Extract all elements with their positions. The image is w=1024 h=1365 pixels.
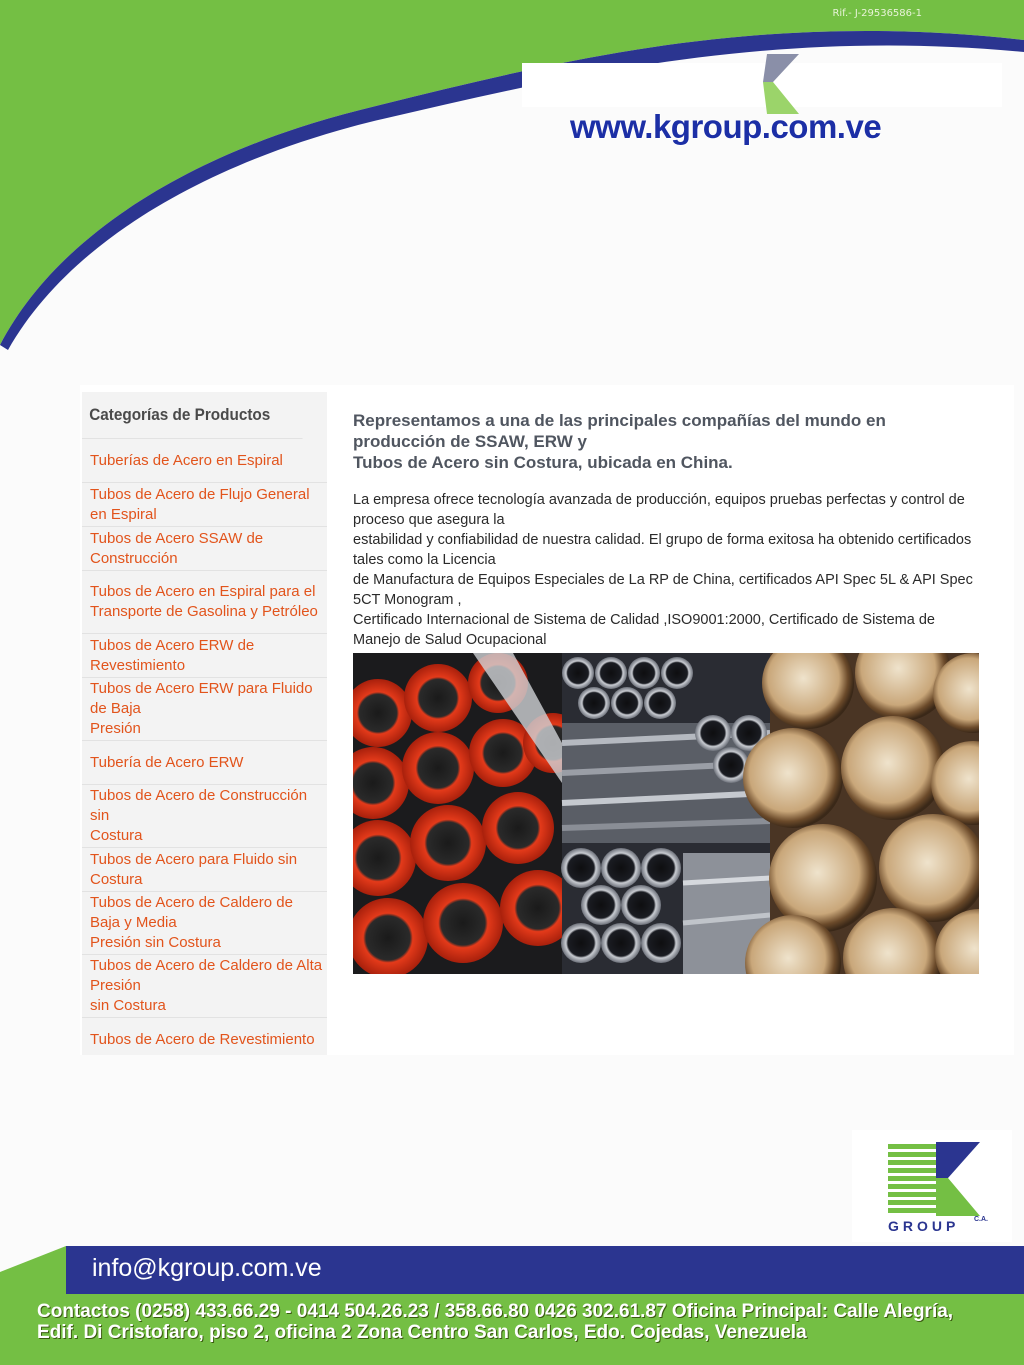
kgroup-logo (852, 1130, 1012, 1242)
category-label: Tubería de Acero ERW (90, 753, 244, 771)
contact-info (37, 1301, 997, 1343)
category-label: Costura (90, 827, 143, 844)
category-label: sin Costura (90, 997, 166, 1014)
category-label: Tubos de Acero ERW de Revestimiento (90, 636, 255, 674)
category-label: Presión sin Costura (90, 934, 221, 951)
footer-bands (0, 1232, 1024, 1365)
rif-number: Rif.- J-29536586-1 (832, 8, 922, 19)
category-item[interactable] (82, 678, 327, 741)
category-label: Tubos de Acero de Revestimiento (90, 1031, 315, 1048)
paragraph-line: Certificado Internacional de Sistema de Calidad ,ISO9001:2000, Certificado de Sistema de Manejo de Salud Ocupacional (353, 612, 935, 648)
category-item[interactable] (82, 634, 327, 678)
header-swoosh (0, 0, 1024, 360)
category-item[interactable] (82, 955, 327, 1018)
category-item[interactable] (82, 1018, 327, 1062)
category-label: Tubos de Acero en Espiral para el (90, 583, 316, 600)
contact-email[interactable]: info@kgroup.com.ve (92, 1254, 322, 1282)
paragraph-line: estabilidad y confiabilidad de nuestra calidad. El grupo de forma exitosa ha obtenido certificados tales como la Licencia (353, 532, 972, 568)
lead-heading (353, 410, 983, 473)
category-label: Transporte de Gasolina y Petróleo (90, 603, 318, 620)
logo-wordmark: GROUP (888, 1218, 960, 1234)
lead-line: Representamos a una de las principales compañías del mundo en producción de SSAW, ERW y (353, 411, 886, 451)
category-label: Tubos de Acero ERW para Fluido de Baja (90, 680, 313, 717)
logo-suffix: C.A. (974, 1216, 988, 1223)
category-item[interactable] (82, 892, 327, 955)
lead-line: Tubos de Acero sin Costura, ubicada en China. (353, 453, 733, 472)
category-label: Tubos de Acero de Construcción sin (90, 787, 308, 824)
paragraph-line: de Manufactura de Equipos Especiales de La RP de China, certificados API Spec 5L & API Spec 5CT Monogram , (353, 572, 973, 608)
k-chevron-icon (743, 52, 803, 116)
category-label: Presión (90, 720, 141, 737)
paragraph-line: La empresa ofrece tecnología avanzada de producción, equipos pruebas perfectas y control de proceso que asegura la (353, 492, 965, 528)
category-item[interactable] (82, 785, 327, 848)
product-categories (82, 392, 327, 1055)
category-item[interactable] (82, 439, 327, 483)
category-item[interactable] (82, 741, 327, 785)
category-label: Tubos de Acero SSAW de Construcción (90, 529, 264, 567)
category-label: Tubos de Acero para Fluido sin Costura (90, 850, 298, 888)
category-item[interactable] (82, 527, 327, 571)
website-link[interactable]: www.kgroup.com.ve (570, 108, 882, 145)
category-label: Tuberías de Acero en Espiral (90, 451, 283, 469)
contact-line: Contactos (0258) 433.66.29 - 0414 504.26.23 / 358.66.80 0426 302.61.87 Oficina Principal: Calle Alegría, (37, 1301, 954, 1322)
category-item[interactable] (82, 848, 327, 892)
category-label: Tubos de Acero de Caldero de Baja y Media (90, 894, 293, 931)
category-label: Tubos de Acero de Caldero de Alta Presión (90, 957, 323, 994)
category-item[interactable] (82, 483, 327, 527)
contact-line: Edif. Di Cristofaro, piso 2, oficina 2 Zona Centro San Carlos, Edo. Cojedas, Venezuela (37, 1322, 807, 1343)
category-label: Tubos de Acero de Flujo General en Espiral (90, 485, 310, 523)
pipe-photos (353, 653, 979, 974)
category-item[interactable] (82, 571, 327, 634)
categories-title: Categorías de Productos (82, 392, 303, 439)
